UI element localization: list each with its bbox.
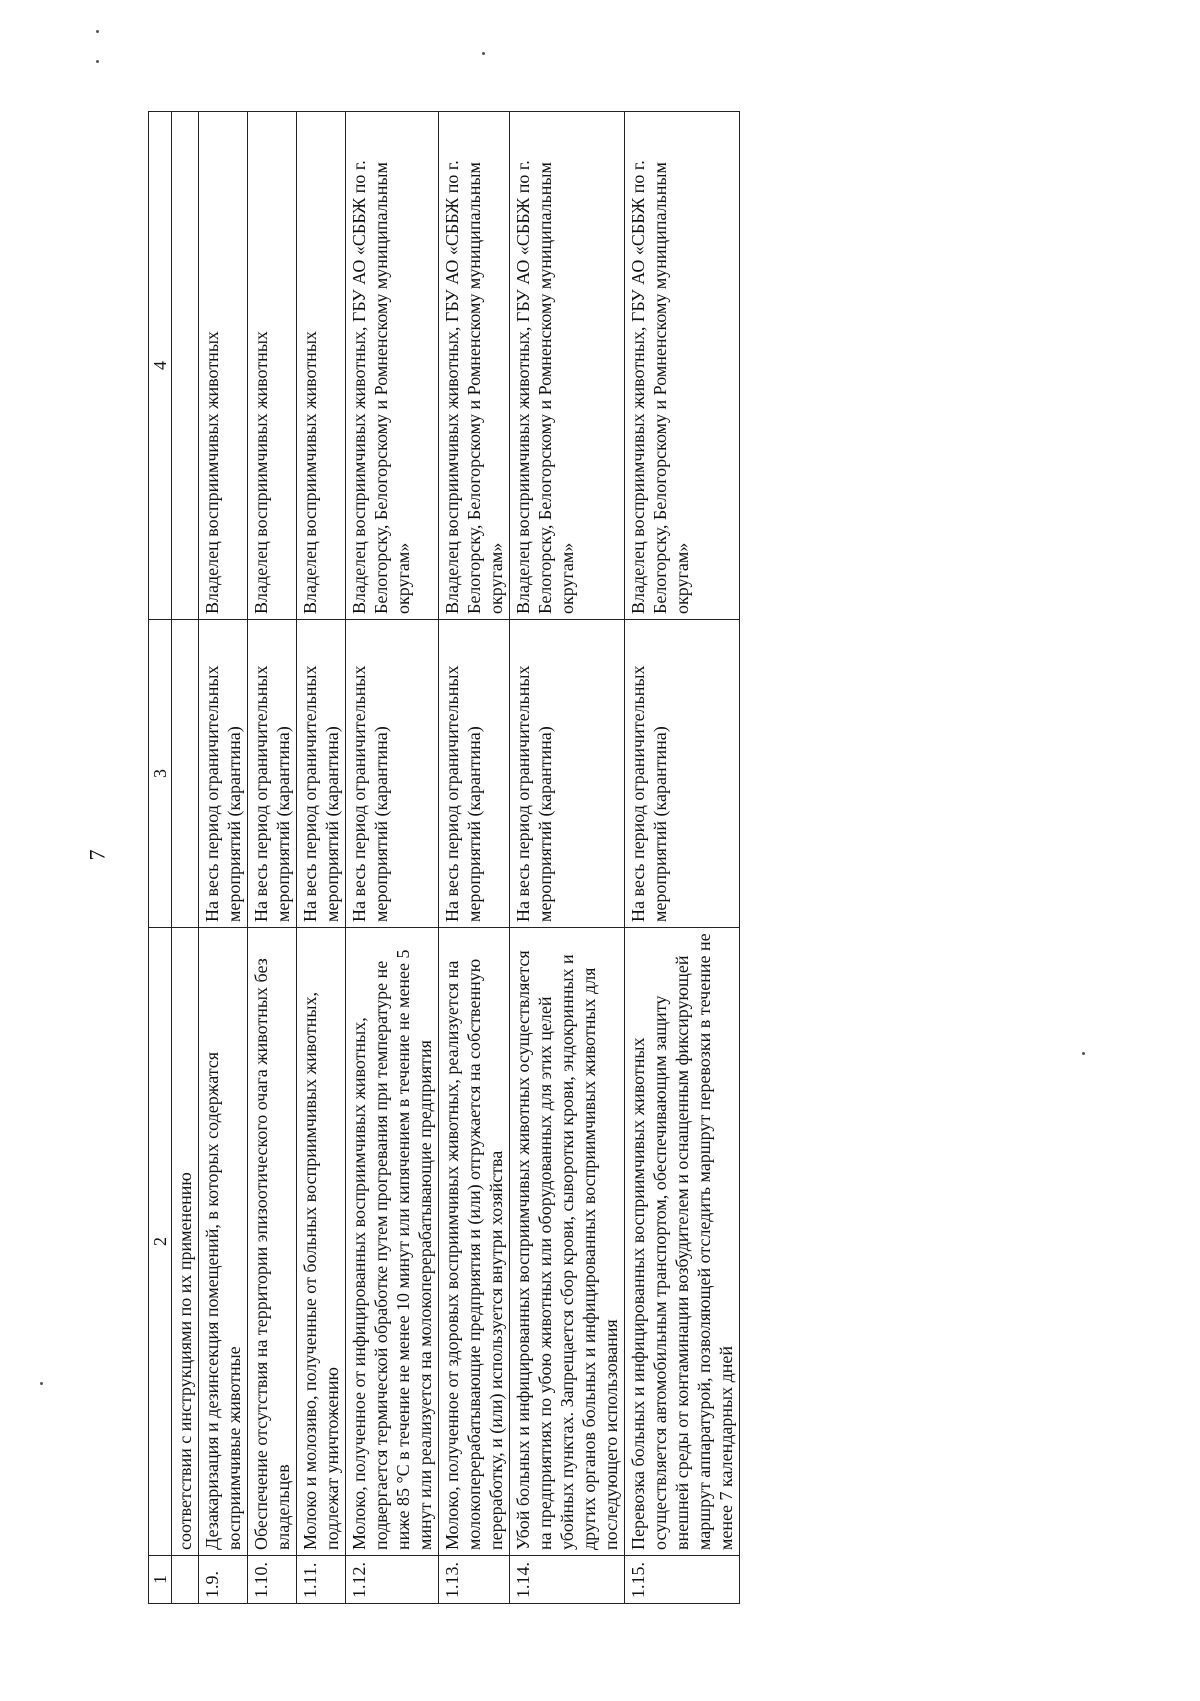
period-cell: На весь период ограничительных мероприятий (карантина) (297, 620, 346, 928)
header-cell: 1 (149, 1556, 172, 1604)
continuation-row (172, 112, 199, 1604)
measure-cell: Обеспечение отсутствия на территории эпизоотического очага животных без владельцев (248, 928, 297, 1556)
measure-cell: Перевозка больных и инфицированных восприимчивых животных осуществляется автомобильным транспортом, обеспечивающим защиту внешней среды от контаминации возбудителем и оснащенным фиксирующей маршрут аппаратурой, позволяющей отследить маршрут перевозки в течение не менее 7 календарных дней (625, 928, 740, 1556)
period-cell (172, 620, 199, 928)
measure-cell: Молоко, полученное от инфицированных восприимчивых животных, подвергается термической обработке путем прогревания при температуре не ниже 85 °С в течение не менее 10 минут или кипячением в течение не менее 5 минут или реализуется на молокоперерабатывающие предприятия (346, 928, 439, 1556)
table-row (510, 112, 625, 1604)
measure-cell: Дезакаризация и дезинсекция помещений, в которых содержатся восприимчивые животные (199, 928, 248, 1556)
page-number: 7 (84, 849, 110, 861)
table-row (625, 112, 740, 1604)
period-cell: На весь период ограничительных мероприятий (карантина) (625, 620, 740, 928)
period-cell: На весь период ограничительных мероприятий (карантина) (248, 620, 297, 928)
header-row (149, 112, 172, 1604)
header-cell: 3 (149, 620, 172, 928)
responsible-cell: Владелец восприимчивых животных, ГБУ АО «СББЖ по г. Белогорску, Белогорскому и Ромненскому муниципальным округам» (625, 112, 740, 620)
period-cell: На весь период ограничительных мероприятий (карантина) (346, 620, 439, 928)
period-cell: На весь период ограничительных мероприятий (карантина) (199, 620, 248, 928)
num-cell: 1.10. (248, 1556, 297, 1604)
responsible-cell: Владелец восприимчивых животных, ГБУ АО «СББЖ по г. Белогорску, Белогорскому и Ромненскому муниципальным округам» (346, 112, 439, 620)
scan-speck (96, 30, 99, 33)
measure-cell: Молоко, полученное от здоровых восприимчивых животных, реализуется на молокоперерабатывающие предприятия и (или) отгружается на собственную переработку, и (или) используется внутри хозяйства (439, 928, 510, 1556)
num-cell (172, 1556, 199, 1604)
num-cell: 1.14. (510, 1556, 625, 1604)
measure-cell: соответствии с инструкциями по их применению (172, 928, 199, 1556)
scan-speck (96, 60, 99, 63)
measure-cell: Убой больных и инфицированных восприимчивых животных осуществляется на предприятиях по убою животных или оборудованных для этих целей убойных пунктах. Запрещается сбор крови, сыворотки крови, эндокринных и других органов больных и инфицированных восприимчивых животных для последующего использования (510, 928, 625, 1556)
num-cell: 1.11. (297, 1556, 346, 1604)
header-cell: 2 (149, 928, 172, 1556)
responsible-cell: Владелец восприимчивых животных, ГБУ АО «СББЖ по г. Белогорску, Белогорскому и Ромненскому муниципальным округам» (510, 112, 625, 620)
table-row (346, 112, 439, 1604)
rotated-page (148, 112, 1068, 1604)
responsible-cell: Владелец восприимчивых животных, ГБУ АО «СББЖ по г. Белогорску, Белогорскому и Ромненскому муниципальным округам» (439, 112, 510, 620)
measures-table (148, 111, 740, 1604)
rotated-table-stage (148, 112, 1068, 1604)
scan-speck (40, 1382, 43, 1385)
table-row (439, 112, 510, 1604)
header-cell: 4 (149, 112, 172, 620)
table-row (297, 112, 346, 1604)
num-cell: 1.9. (199, 1556, 248, 1604)
period-cell: На весь период ограничительных мероприятий (карантина) (439, 620, 510, 928)
table-row (199, 112, 248, 1604)
scan-speck (482, 52, 485, 55)
responsible-cell: Владелец восприимчивых животных (297, 112, 346, 620)
period-cell: На весь период ограничительных мероприятий (карантина) (510, 620, 625, 928)
measure-cell: Молоко и молозиво, полученные от больных восприимчивых животных, подлежат уничтожению (297, 928, 346, 1556)
num-cell: 1.13. (439, 1556, 510, 1604)
table-row (248, 112, 297, 1604)
responsible-cell (172, 112, 199, 620)
scan-speck (1082, 1052, 1085, 1055)
responsible-cell: Владелец восприимчивых животных (248, 112, 297, 620)
num-cell: 1.15. (625, 1556, 740, 1604)
num-cell: 1.12. (346, 1556, 439, 1604)
responsible-cell: Владелец восприимчивых животных (199, 112, 248, 620)
